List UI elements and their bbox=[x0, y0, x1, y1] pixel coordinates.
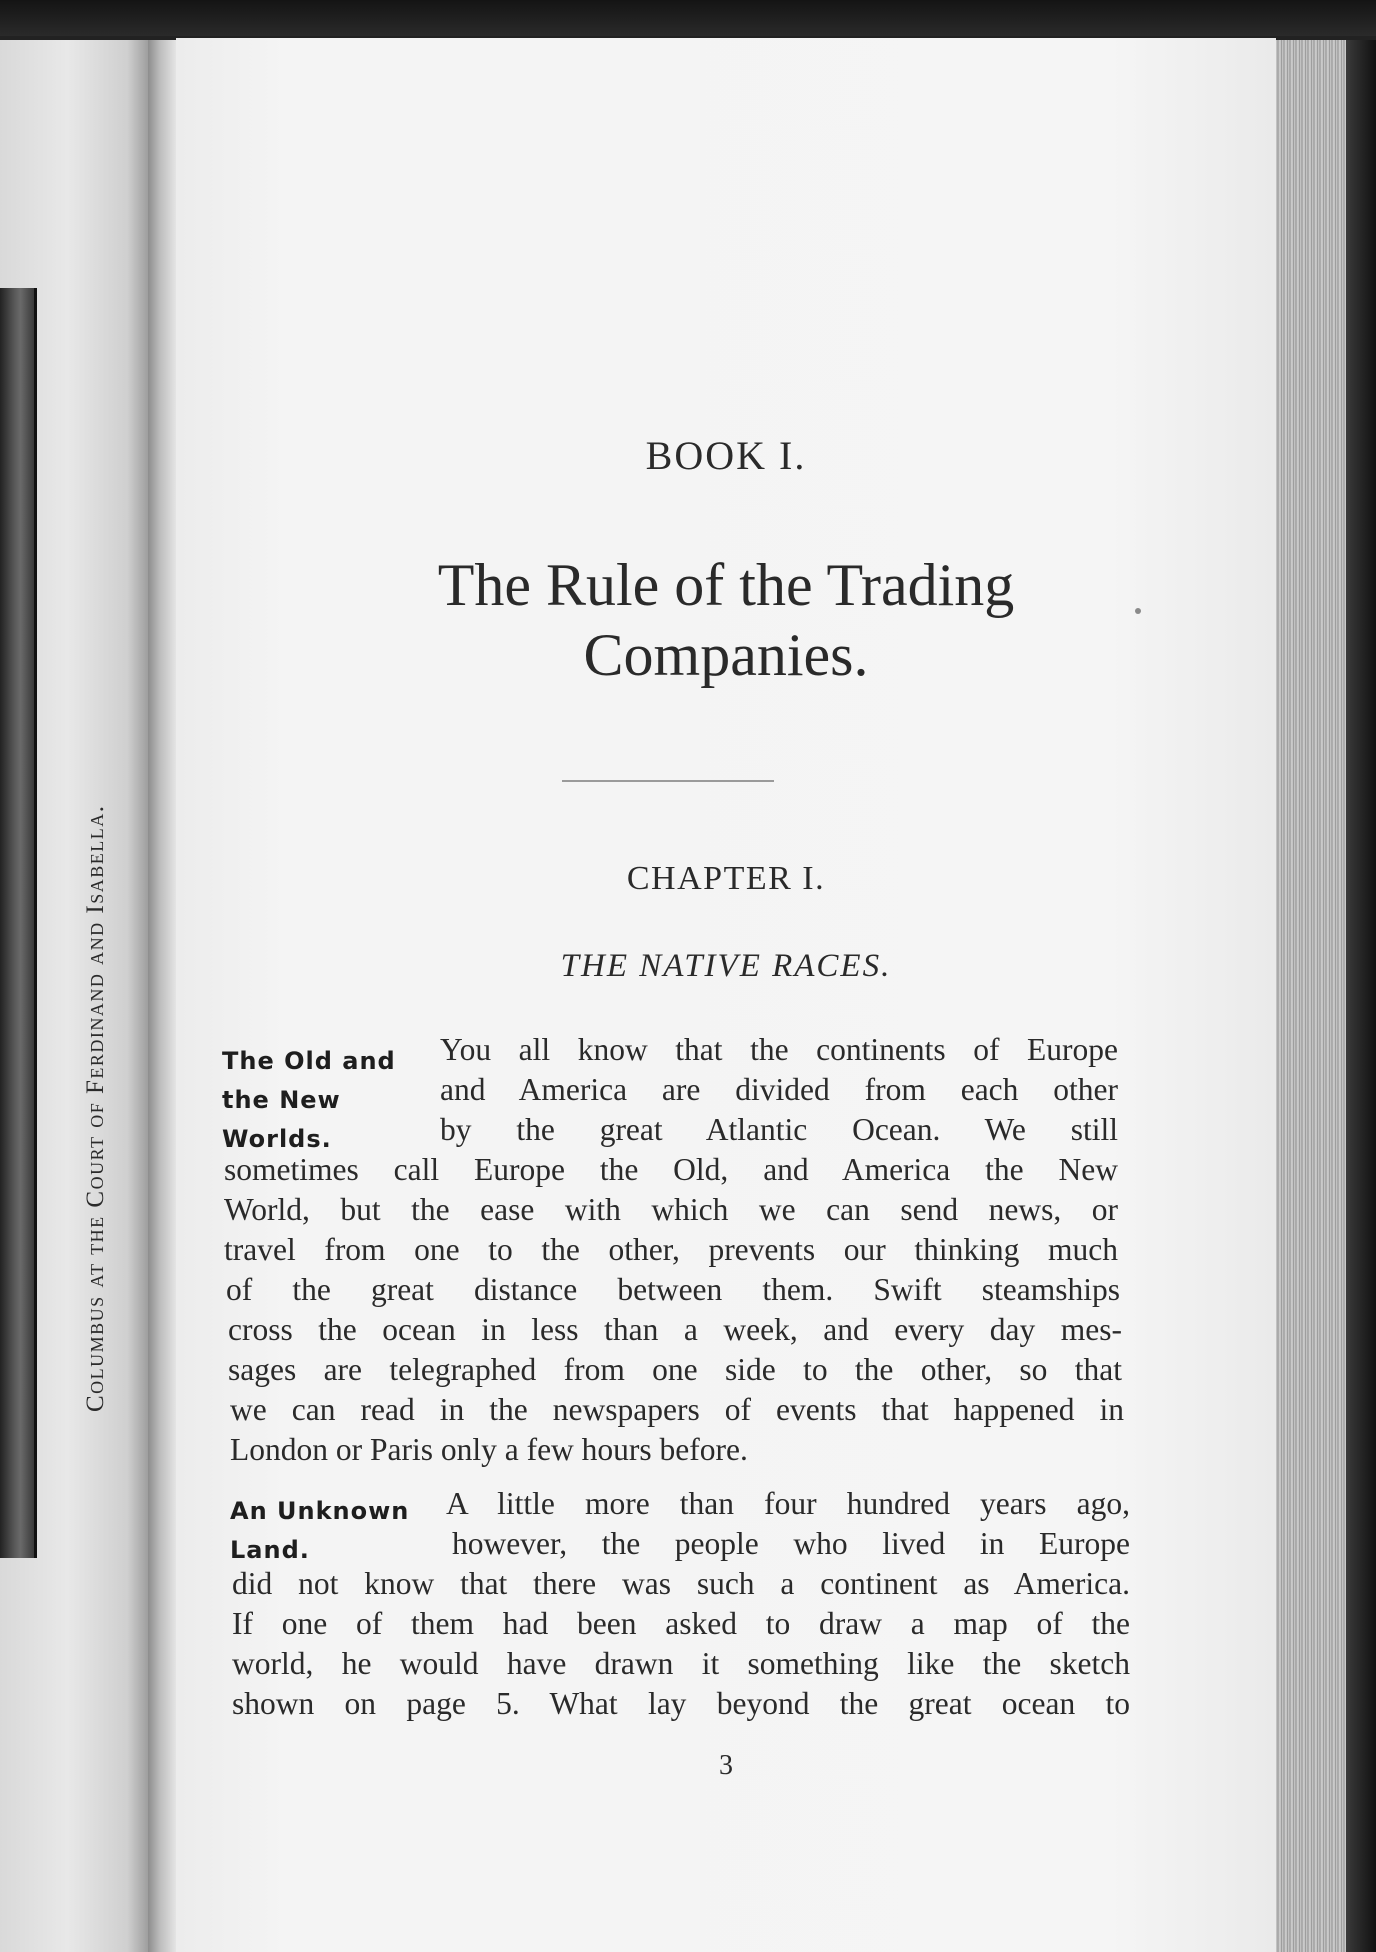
body-line: travel from one to the other, prevents our thinking much bbox=[224, 1232, 1118, 1267]
book-title-line: The Rule of the Trading bbox=[437, 552, 1015, 618]
body-line: did not know that there was such a continent as America. bbox=[232, 1566, 1130, 1601]
body-line: London or Paris only a few hours before. bbox=[230, 1432, 748, 1467]
body-line: You all know that the continents of Europe bbox=[440, 1032, 1118, 1067]
body-line: shown on page 5. What lay beyond the great ocean to bbox=[232, 1686, 1130, 1721]
sidenote-line: The Old and bbox=[222, 1047, 396, 1075]
body-line: A little more than four hundred years ago, bbox=[446, 1486, 1130, 1521]
facing-page bbox=[0, 40, 150, 1952]
book-gutter bbox=[148, 40, 178, 1952]
sidenote-old-new-worlds bbox=[222, 1042, 396, 1159]
body-line: world, he would have drawn it something like the sketch bbox=[232, 1646, 1130, 1681]
chapter-heading: CHAPTER I. bbox=[626, 860, 826, 897]
body-line: sometimes call Europe the Old, and America the New bbox=[224, 1152, 1118, 1187]
scanner-top-edge bbox=[0, 0, 1376, 36]
illustration-plate-edge bbox=[0, 288, 37, 1558]
book-cover-edge bbox=[1346, 40, 1376, 1952]
page-edges bbox=[1276, 40, 1346, 1952]
page-number: 3 bbox=[719, 1750, 733, 1781]
body-line: World, but the ease with which we can send news, or bbox=[224, 1192, 1118, 1227]
book-title-line: Companies. bbox=[583, 622, 869, 688]
plate-caption: Columbus at the Court of Ferdinand and Isabella. bbox=[82, 804, 109, 1412]
body-line: cross the ocean in less than a week, and every day mes- bbox=[228, 1312, 1122, 1347]
chapter-subtitle: THE NATIVE RACES. bbox=[560, 948, 892, 984]
body-line: and America are divided from each other bbox=[440, 1072, 1118, 1107]
book-title bbox=[176, 550, 1276, 690]
body-line: of the great distance between them. Swift steamships bbox=[226, 1272, 1120, 1307]
body-line: we can read in the newspapers of events that happened in bbox=[230, 1392, 1124, 1427]
sidenote-line: Land. bbox=[230, 1536, 310, 1564]
book-heading: BOOK I. bbox=[645, 433, 807, 478]
sidenote-line: Worlds. bbox=[222, 1125, 332, 1153]
body-line: sages are telegraphed from one side to the other, so that bbox=[228, 1352, 1122, 1387]
sidenote-line: the New bbox=[222, 1086, 341, 1114]
body-line: by the great Atlantic Ocean. We still bbox=[440, 1112, 1118, 1147]
body-line: however, the people who lived in Europe bbox=[452, 1526, 1130, 1561]
sidenote-line: An Unknown bbox=[230, 1497, 410, 1525]
sidenote-unknown-land bbox=[230, 1492, 409, 1570]
body-line: If one of them had been asked to draw a map of the bbox=[232, 1606, 1130, 1641]
section-divider bbox=[562, 780, 774, 782]
